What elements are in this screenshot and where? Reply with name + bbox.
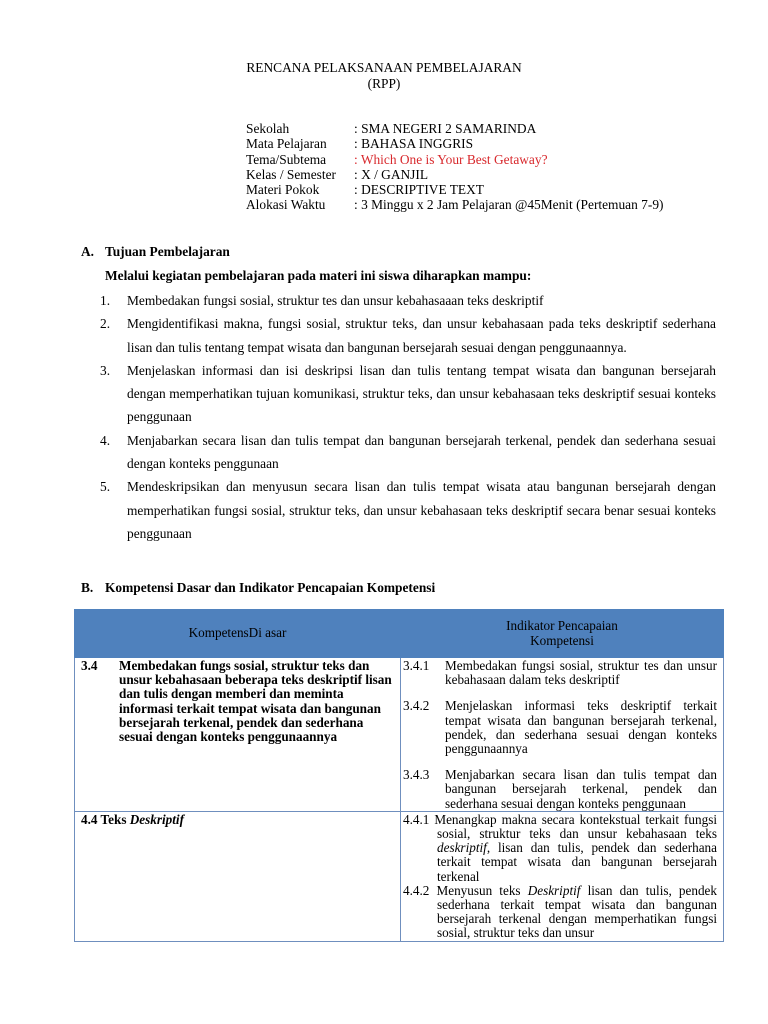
document-title xyxy=(0,60,768,92)
indicator-code: 3.4.1 xyxy=(403,658,430,673)
list-text: Mendeskripsikan dan menyusun secara lisan dan tulis tempat wisata atau bangunan bersejarah dengan memperhatikan fungsi sosial, struktur teks, dan unsur kebahasaan teks deskriptif secara benar sesuai konteks penggunaan xyxy=(127,479,716,541)
info-row-alokasi xyxy=(246,197,663,212)
header-indikator xyxy=(401,610,724,658)
table-header-row xyxy=(75,610,724,658)
section-letter: A. xyxy=(81,244,95,259)
info-key: Materi Pokok xyxy=(246,182,320,198)
list-number: 1. xyxy=(100,293,111,308)
indicator-text-italic: deskriptif xyxy=(437,840,487,856)
kd-code: 4.4 Teks xyxy=(81,811,130,827)
indicator-text-italic: Deskriptif xyxy=(527,883,581,898)
list-number: 3. xyxy=(100,362,111,378)
header-kompetensi-dasar: KompetensDi asar xyxy=(75,610,401,658)
indicator-text: Menjabarkan secara lisan dan tulis tempat dan bangunan bersejarah terkenal, pendek dan sederhana sesuai dengan konteks penggunaan xyxy=(445,767,717,811)
kd-text: Membedakan fungs sosial, struktur teks dan unsur kebahasaan beberapa teks deskriptif lisan dan tulis dengan memberi dan meminta informasi terkait tempat wisata dan bangunan bersejarah terkenal, pendek dan sederhana sesuai dengan konteks penggunaannya xyxy=(119,658,392,745)
list-number: 2. xyxy=(100,316,111,332)
indicator-text: Menjelaskan informasi teks deskriptif terkait tempat wisata dan bangunan bersejarah terkenal, pendek, dan sederhana sesuai dengan konteks penggunaannya xyxy=(445,698,717,757)
list-item xyxy=(100,359,716,429)
indicator-item xyxy=(401,813,723,884)
indicator-cell xyxy=(401,811,724,941)
kd-code: 3.4 xyxy=(81,658,98,673)
section-a-intro: Melalui kegiatan pembelajaran pada materi ini siswa diharapkan mampu: xyxy=(105,268,532,283)
section-title: Tujuan Pembelajaran xyxy=(105,244,230,259)
info-key: Tema/Subtema xyxy=(246,151,327,167)
indicator-text: , lisan dan tulis, pendek dan sederhana terkait tempat wisata dan bangunan bersejarah terkenal xyxy=(437,840,717,884)
indicator-cell xyxy=(401,658,724,812)
identity-block xyxy=(246,121,663,213)
info-value: : DESCRIPTIVE TEXT xyxy=(354,182,484,198)
indicator-item xyxy=(401,768,723,811)
list-item xyxy=(100,429,716,476)
info-row-materi xyxy=(246,182,663,197)
section-a-heading xyxy=(81,244,230,260)
info-value: : BAHASA INGGRIS xyxy=(354,136,474,152)
info-row-sekolah xyxy=(246,121,663,136)
list-item xyxy=(100,289,716,312)
info-key: Alokasi Waktu xyxy=(246,197,326,213)
header-indikator-line1: Indikator Pencapaian xyxy=(506,618,618,634)
info-value: : 3 Minggu x 2 Jam Pelajaran @45Menit (Pertemuan 7-9) xyxy=(354,197,664,213)
info-key: Kelas / Semester xyxy=(246,166,336,182)
header-indikator-line2: Kompetensi xyxy=(530,632,594,648)
info-row-tema xyxy=(246,152,663,167)
indicator-code: 4.4.1 xyxy=(403,811,430,827)
indicator-item xyxy=(401,659,723,687)
table-row xyxy=(75,811,724,941)
info-row-kelas xyxy=(246,167,663,182)
indicator-text: lisan dan tulis, pendek sederhana terkait tempat wisata dan bangunan bersejarah terkenal dengan memperhatikan fungsi sosial, struktur teks dan unsur xyxy=(437,883,717,941)
info-key: Mata Pelajaran xyxy=(246,136,327,152)
list-text: Mengidentifikasi makna, fungsi sosial, struktur teks, dan unsur kebahasaan pada teks deskriptif sederhana lisan dan tulis tentang tempat wisata dan bangunan bersejarah sesuai dengan penggunaannya. xyxy=(127,316,716,355)
info-value-theme: : Which One is Your Best Getaway? xyxy=(354,151,548,167)
indicator-code: 4.4.2 xyxy=(403,883,430,898)
subtitle-line: (RPP) xyxy=(367,76,401,91)
title-line: RENCANA PELAKSANAAN PEMBELAJARAN xyxy=(246,60,522,75)
objectives-list xyxy=(100,289,716,545)
info-value: : SMA NEGERI 2 SAMARINDA xyxy=(354,121,537,136)
section-title: Kompetensi Dasar dan Indikator Pencapaian Kompetensi xyxy=(105,580,436,595)
list-text: Membedakan fungsi sosial, struktur tes dan unsur kebahasaaan teks deskriptif xyxy=(127,293,544,308)
info-key: Sekolah xyxy=(246,121,290,136)
indicator-item xyxy=(401,699,723,756)
indicator-text: Membedakan fungsi sosial, struktur tes dan unsur kebahasaan dalam teks deskriptif xyxy=(445,658,717,688)
competency-table xyxy=(74,609,724,942)
table-row xyxy=(75,658,724,812)
indicator-item xyxy=(401,884,723,941)
list-number: 4. xyxy=(100,432,111,448)
list-text: Menjelaskan informasi dan isi deskripsi lisan dan tulis tentang tempat wisata dan bangunan bersejarah dengan memperhatikan tujuan komunikasi, struktur teks, dan unsur kebahasaan teks deskriptif sesuai konteks penggunaan xyxy=(127,362,716,425)
kd-cell xyxy=(75,658,401,812)
indicator-text: Menangkap makna secara kontekstual terkait fungsi sosial, struktur teks dan unsur kebahasaan teks xyxy=(429,811,717,842)
kd-code-italic: Deskriptif xyxy=(129,811,184,827)
list-item xyxy=(100,312,716,359)
info-value: : X / GANJIL xyxy=(354,166,429,182)
indicator-code: 3.4.2 xyxy=(403,698,430,714)
list-number: 5. xyxy=(100,479,111,495)
kd-cell xyxy=(75,811,401,941)
section-b-heading xyxy=(81,580,435,596)
indicator-code: 3.4.3 xyxy=(403,767,430,783)
list-item xyxy=(100,475,716,545)
indicator-text: Menyusun teks xyxy=(429,883,528,898)
list-text: Menjabarkan secara lisan dan tulis tempat dan bangunan bersejarah terkenal, pendek dan sederhana sesuai dengan konteks penggunaan xyxy=(127,432,716,472)
section-letter: B. xyxy=(81,580,94,595)
info-row-mapel xyxy=(246,136,663,151)
